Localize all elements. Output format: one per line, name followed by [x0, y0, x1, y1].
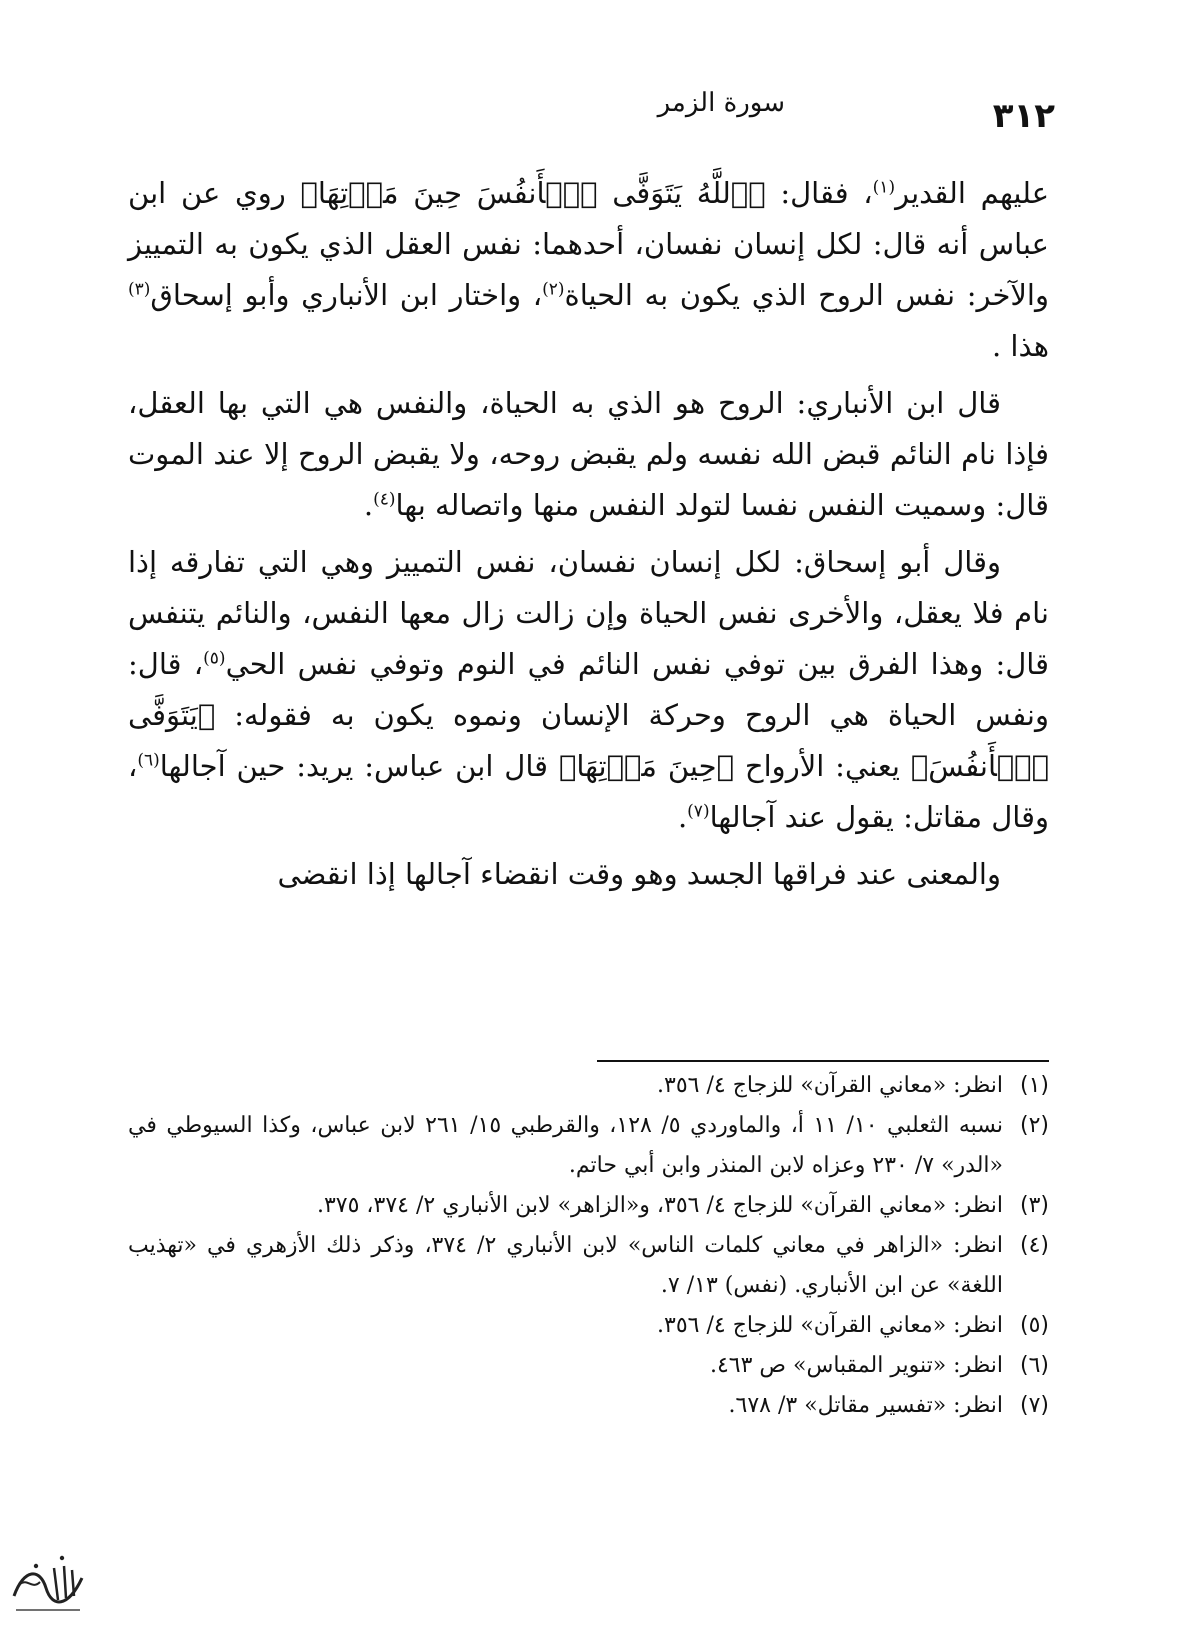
paragraph-1: عليهم القدير$^{(١)}$، فقال: ﴿ٱللَّهُ يَتَوَفَّى ٱلۡأَنفُسَ حِينَ مَوۡتِهَا﴾ روي عن ابن عباس أنه قال: لكل إنسان نفسان، أحدهما: نفس العقل الذي يكون به التمييز والآخر: نفس الروح الذي يكون به الحياة$^{(٢)}$، واختار ابن الأنباري وأبو إسحاق$^{(٣)}$ هذا .	[128, 176, 1049, 363]
main-text	[128, 168, 1049, 906]
footnote-number: (٧)	[1019, 1393, 1049, 1418]
footnote-text: انظر: «الزاهر في معاني كلمات الناس» لابن الأنباري ٢/ ٣٧٤، وذكر ذلك الأزهري في «تهذيب اللغة» عن ابن الأنباري. (نفس) ١٣/ ٧.	[128, 1233, 1003, 1298]
footnote-1	[128, 1066, 1049, 1106]
paragraph-2: قال ابن الأنباري: الروح هو الذي به الحياة، والنفس هي التي بها العقل، فإذا نام النائم قبض الله نفسه ولم يقبض روحه، ولا يقبض الروح إلا عند الموت قال: وسميت النفس نفسا لتولد النفس منها واتصاله بها$^{(٤)}$.	[128, 386, 1049, 522]
footnote-number: (٥)	[1019, 1313, 1049, 1338]
footnote-4	[128, 1226, 1049, 1306]
footnote-ref-6[interactable]: (٦)	[137, 750, 160, 771]
paragraph-4: والمعنى عند فراقها الجسد وهو وقت انقضاء آجالها إذا انقضى	[277, 857, 1001, 891]
footnote-7	[128, 1386, 1049, 1426]
footnote-ref-7[interactable]: (٧)	[687, 801, 710, 822]
footnote-number: (١)	[1019, 1073, 1049, 1098]
footnote-ref-3[interactable]: (٣)	[128, 279, 151, 300]
footnote-ref-1[interactable]: (١)	[872, 177, 896, 198]
quran-verse: ﴿حِينَ مَوۡتِهَا﴾	[558, 749, 735, 783]
footnote-ref-2[interactable]: (٢)	[542, 279, 565, 300]
footnote-5	[128, 1306, 1049, 1346]
footnote-text: انظر: «معاني القرآن» للزجاج ٤/ ٣٥٦.	[657, 1313, 1003, 1338]
footnote-text: انظر: «تنوير المقباس» ص ٤٦٣.	[709, 1353, 1003, 1378]
footnote-2	[128, 1106, 1049, 1186]
quran-verse: ﴿ٱللَّهُ يَتَوَفَّى ٱلۡأَنفُسَ حِينَ مَوۡتِهَا﴾	[300, 176, 766, 210]
library-logo-icon	[6, 1538, 90, 1622]
footnote-number: (٤)	[1019, 1233, 1049, 1258]
surah-name: سورة الزمر	[657, 88, 785, 118]
footnote-ref-5[interactable]: (٥)	[203, 648, 226, 669]
footnote-text: انظر: «معاني القرآن» للزجاج ٤/ ٣٥٦، و«الزاهر» لابن الأنباري ٢/ ٣٧٤، ٣٧٥.	[316, 1193, 1003, 1218]
footnote-ref-4[interactable]: (٤)	[373, 489, 396, 510]
footnote-text: انظر: «معاني القرآن» للزجاج ٤/ ٣٥٦.	[657, 1073, 1003, 1098]
quran-verse: ﴿يَتَوَفَّى ٱلۡأَنفُسَ﴾	[128, 698, 1049, 783]
footnote-number: (٢)	[1019, 1113, 1049, 1138]
paragraph-3: وقال أبو إسحاق: لكل إنسان نفسان، نفس التمييز وهي التي تفارقه إذا نام فلا يعقل، والأخرى نفس الحياة وإن زالت زال معها النفس، والنائم يتنفس قال: وهذا الفرق بين توفي نفس النائم في النوم وتوفي نفس الحي$^{(٥)}$، قال: ونفس الحياة هي الروح وحركة الإنسان ونموه يكون به فقوله: ﴿يَتَوَفَّى ٱلۡأَنفُسَ﴾ يعني: الأرواح ﴿حِينَ مَوۡتِهَا﴾ قال ابن عباس: يريد: حين آجالها$^{(٦)}$، وقال مقاتل: يقول عند آجالها$^{(٧)}$.	[128, 545, 1049, 834]
library-logo-mark	[6, 1538, 90, 1622]
footnote-separator	[597, 1060, 1049, 1062]
footnotes	[128, 1066, 1049, 1426]
page-header	[130, 88, 1055, 136]
footnote-number: (٣)	[1019, 1193, 1049, 1218]
footnote-3	[128, 1186, 1049, 1226]
footnote-text: انظر: «تفسير مقاتل» ٣/ ٦٧٨.	[728, 1393, 1003, 1418]
page-number: ٣١٢	[992, 96, 1055, 136]
footnote-6	[128, 1346, 1049, 1386]
footnote-number: (٦)	[1019, 1353, 1049, 1378]
footnote-text: نسبه الثعلبي ١٠/ ١١ أ، والماوردي ٥/ ١٢٨، والقرطبي ١٥/ ٢٦١ لابن عباس، وكذا السيوطي في «الدر» ٧/ ٢٣٠ وعزاه لابن المنذر وابن أبي حاتم.	[128, 1113, 1004, 1178]
